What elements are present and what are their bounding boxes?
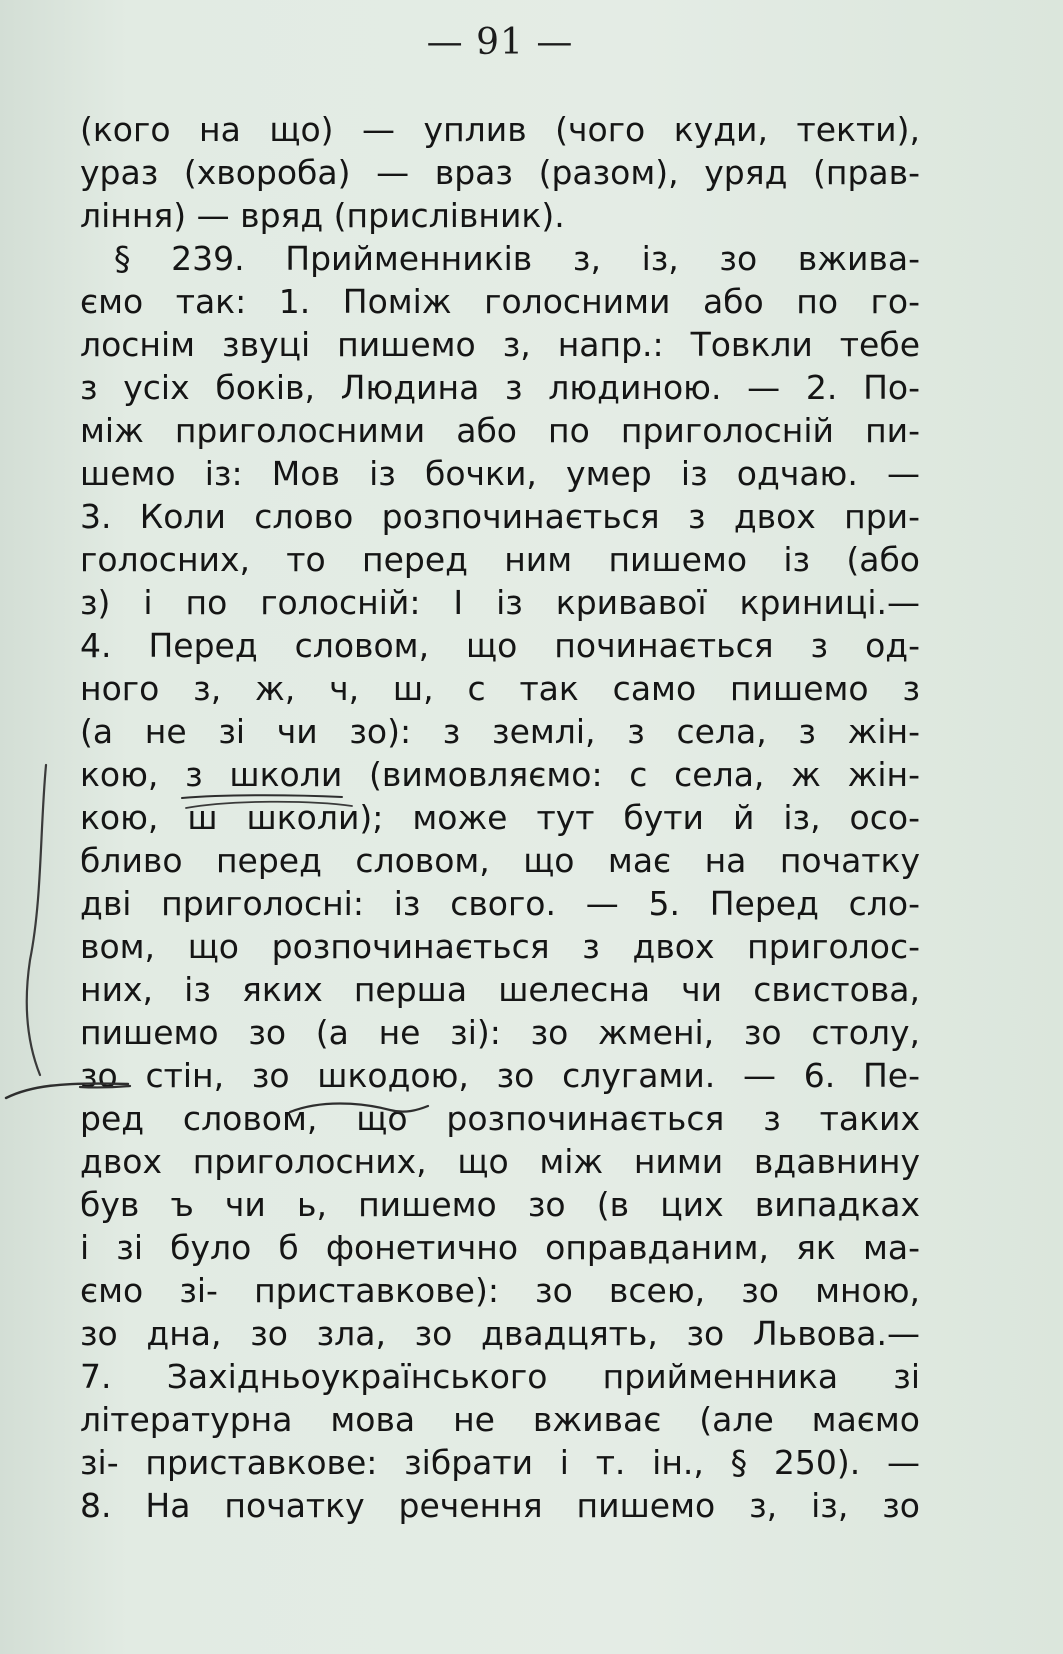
- text-line-25: двох приголосних, що між ними вдавнину: [80, 1142, 920, 1181]
- text-line-4: § 239. Прийменників з, із, зо вжива-: [114, 239, 920, 278]
- text-line-19: дві приголосні: із свого. — 5. Перед сло-: [80, 884, 920, 923]
- text-line-21: них, із яких перша шелесна чи свистова,: [80, 970, 920, 1009]
- text-line-28: ємо зі- приставкове): зо всею, зо мною,: [80, 1271, 920, 1310]
- margin-bracket-mark: [27, 765, 46, 1075]
- text-line-10: 3. Коли слово розпочинається з двох при-: [80, 497, 920, 536]
- page-number: — 91 —: [426, 22, 574, 63]
- text-line-13: 4. Перед словом, що починається з од-: [80, 626, 920, 665]
- text-line-18: бливо перед словом, що має на початку: [80, 841, 920, 880]
- text-line-24: ред словом, що розпочинається з таких: [80, 1099, 920, 1138]
- text-line-3: ління) — вряд (прислівник).: [80, 196, 565, 235]
- text-line-1: (кого на що) — уплив (чого куди, текти),: [80, 110, 920, 149]
- text-line-29: зо дна, зо зла, зо двадцять, зо Львова.—: [80, 1314, 920, 1353]
- text-line-14: ного з, ж, ч, ш, с так само пишемо з: [80, 669, 920, 708]
- body-text: [80, 108, 920, 1527]
- text-line-17: кою, ш школи); може тут бути й із, осо-: [80, 798, 920, 837]
- text-line-31: літературна мова не вживає (але маємо: [80, 1400, 920, 1439]
- text-line-30: 7. Західньоукраїнського прийменника зі: [80, 1357, 920, 1396]
- text-line-11: голосних, то перед ним пишемо із (або: [80, 540, 920, 579]
- text-line-33: 8. На початку речення пишемо з, із, зо: [80, 1486, 920, 1525]
- text-line-12: з) і по голосній: І із кривавої криниці.—: [80, 583, 920, 622]
- text-line-5: ємо так: 1. Поміж голосними або по го-: [80, 282, 920, 321]
- text-line-22: пишемо зо (а не зі): зо жмені, зо столу,: [80, 1013, 920, 1052]
- text-line-26: був ъ чи ь, пишемо зо (в цих випадках: [80, 1185, 920, 1224]
- text-line-23: зо стін, зо шкодою, зо слугами. — 6. Пе-: [80, 1056, 920, 1095]
- text-line-8: між приголосними або по приголосній пи-: [80, 411, 920, 450]
- text-line-7: з усіх боків, Людина з людиною. — 2. По-: [80, 368, 920, 407]
- text-line-32: зі- приставкове: зібрати і т. ін., § 250). —: [80, 1443, 920, 1482]
- text-line-15: (а не зі чи зо): з землі, з села, з жін-: [80, 712, 920, 751]
- text-line-9: шемо із: Мов із бочки, умер із одчаю. —: [80, 454, 920, 493]
- text-line-2: ураз (хвороба) — враз (разом), уряд (прав-: [80, 153, 920, 192]
- text-line-20: вом, що розпочинається з двох приголос-: [80, 927, 920, 966]
- text-line-6: лоснім звуці пишемо з, напр.: Товкли тебе: [80, 325, 920, 364]
- text-line-27: і зі було б фонетично оправданим, як ма-: [80, 1228, 920, 1267]
- text-line-16: кою, з школи (вимовляємо: с села, ж жін-: [80, 755, 920, 794]
